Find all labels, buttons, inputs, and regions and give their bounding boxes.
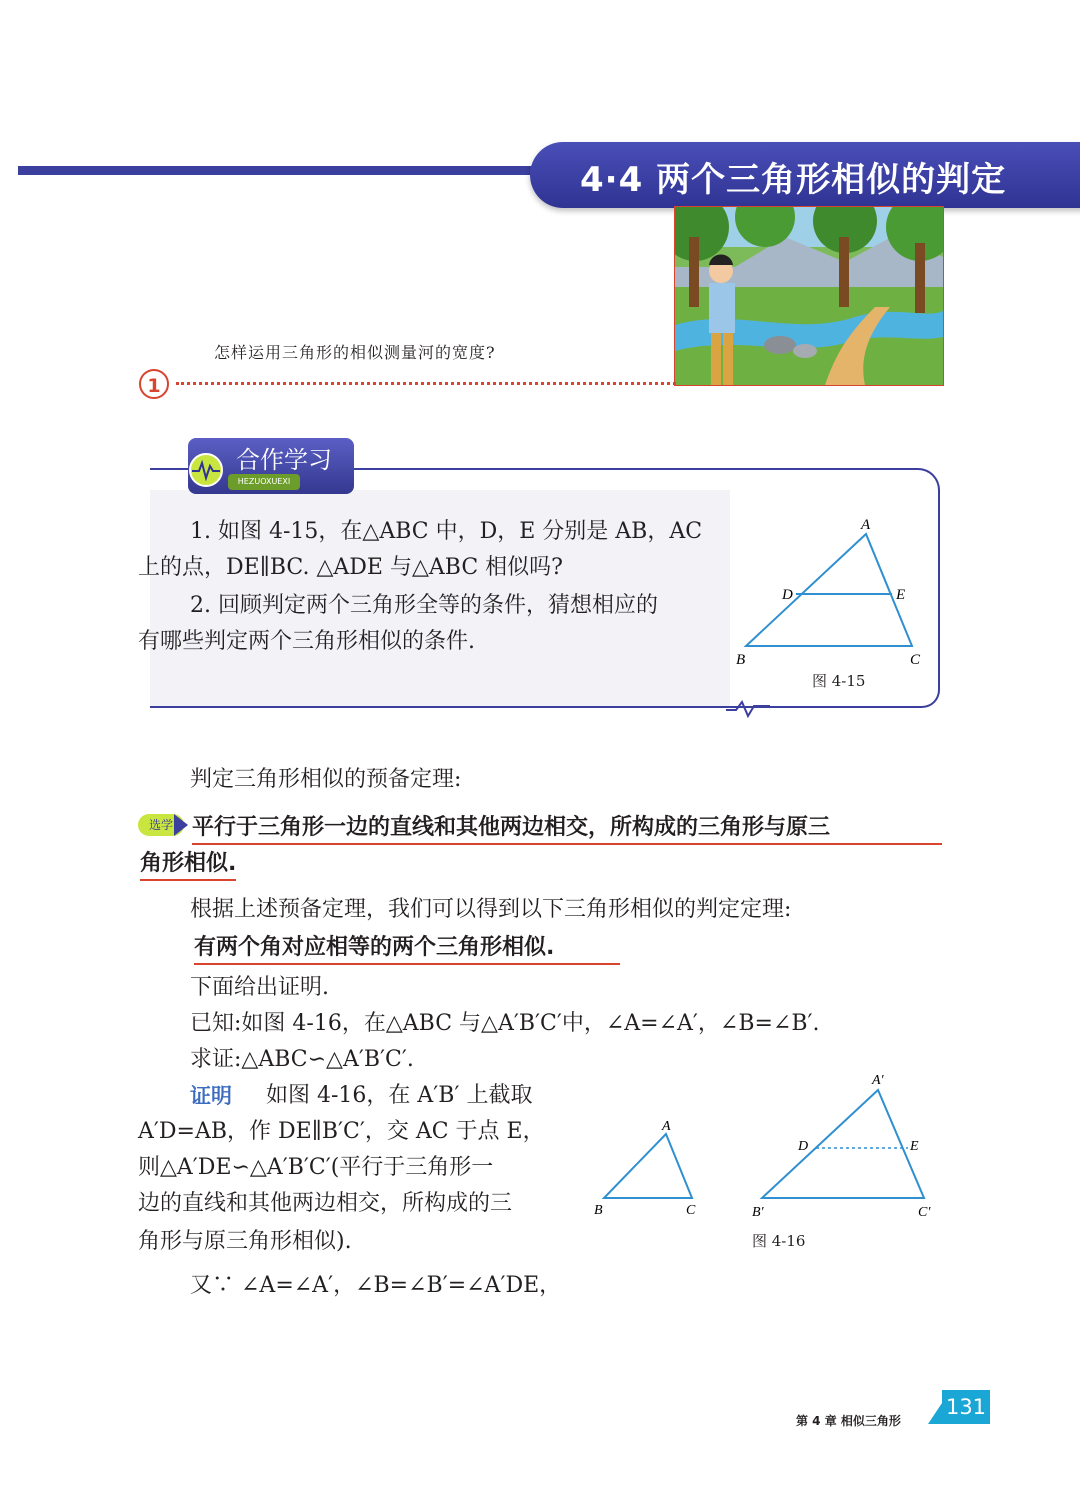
large-label-B: B′ <box>752 1205 764 1220</box>
large-label-A: A′ <box>872 1073 884 1088</box>
zigzag-mark <box>726 698 770 718</box>
lemma-line-1: 平行于三角形一边的直线和其他两边相交，所构成的三角形与原三 <box>192 810 942 845</box>
section-number-badge: 1 <box>139 369 169 399</box>
proof-body-2: A′D=AB，作 DE∥B′C′，交 AC 于点 E， <box>138 1119 545 1144</box>
label-E: E <box>896 587 906 603</box>
intro-question: 怎样运用三角形的相似测量河的宽度? <box>214 343 496 362</box>
proof-to-prove: 求证:△ABC∽△A′B′C′. <box>190 1047 414 1072</box>
optional-badge: 选学 <box>138 814 184 836</box>
page-number: 131 <box>942 1390 990 1424</box>
label-B: B <box>736 652 746 668</box>
proof-label: 证明 <box>190 1084 232 1108</box>
proof-last-line: 又∵ ∠A=∠A′，∠B=∠B′=∠A′DE， <box>190 1273 562 1298</box>
theorem-intro: 根据上述预备定理，我们可以得到以下三角形相似的判定定理: <box>190 897 792 922</box>
coop-line-4: 有哪些判定两个三角形相似的条件. <box>138 629 475 654</box>
large-label-D: D <box>798 1139 809 1154</box>
lemma-intro: 判定三角形相似的预备定理: <box>190 767 462 792</box>
heartbeat-icon <box>188 452 224 488</box>
proof-body-5: 角形与原三角形相似). <box>138 1229 352 1254</box>
river-illustration <box>674 206 944 386</box>
large-label-E: E <box>910 1139 919 1154</box>
proof-body-4: 边的直线和其他两边相交，所构成的三 <box>138 1191 513 1216</box>
figure-4-16-caption: 图 4-16 <box>752 1232 806 1250</box>
large-label-C: C′ <box>918 1205 931 1220</box>
theorem-statement: 有两个角对应相等的两个三角形相似. <box>194 930 620 965</box>
coop-subtitle: HEZUOXUEXI <box>228 474 300 490</box>
header-rule <box>18 166 558 175</box>
chapter-label: 第 4 章 相似三角形 <box>796 1414 901 1428</box>
section-title: 4·4 两个三角形相似的判定 <box>580 160 1007 200</box>
coop-title: 合作学习 <box>236 446 332 474</box>
badge-arrow-icon <box>174 814 188 836</box>
small-label-B: B <box>594 1203 603 1218</box>
figure-4-15-caption: 图 4-15 <box>812 672 866 690</box>
dotted-divider <box>176 382 676 385</box>
proof-body-3: 则△A′DE∽△A′B′C′(平行于三角形一 <box>138 1155 494 1180</box>
label-C: C <box>910 652 921 668</box>
coop-line-1: 1. 如图 4-15，在△ABC 中，D，E 分别是 AB，AC <box>190 519 703 544</box>
coop-line-3: 2. 回顾判定两个三角形全等的条件，猜想相应的 <box>190 593 658 618</box>
lemma-line-2: 角形相似. <box>140 846 236 881</box>
figure-4-15 <box>730 512 930 692</box>
coop-line-2: 上的点，DE∥BC. △ADE 与△ABC 相似吗? <box>138 555 563 580</box>
proof-body-1: 如图 4-16，在 A′B′ 上截取 <box>266 1083 533 1108</box>
proof-intro: 下面给出证明. <box>190 975 329 1000</box>
label-D: D <box>782 587 793 603</box>
small-label-C: C <box>686 1203 696 1218</box>
label-A: A <box>861 517 871 533</box>
proof-given: 已知:如图 4-16，在△ABC 与△A′B′C′中，∠A=∠A′，∠B=∠B′. <box>190 1011 820 1036</box>
figure-4-16 <box>590 1068 950 1228</box>
small-label-A: A <box>662 1119 671 1134</box>
